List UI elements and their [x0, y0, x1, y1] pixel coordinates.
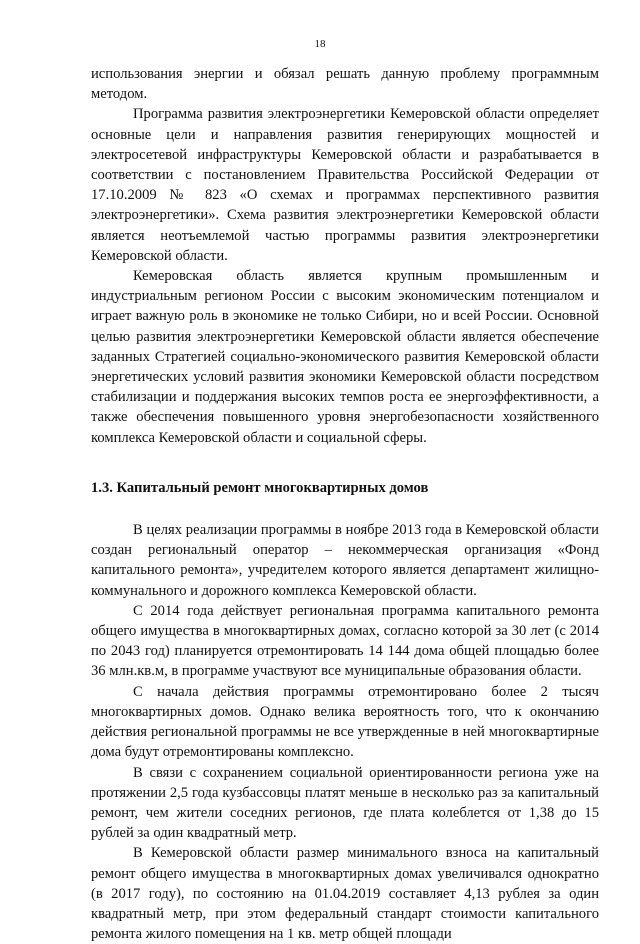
document-body — [91, 64, 599, 944]
page-number: 18 — [314, 38, 326, 50]
paragraph-repaired-houses: С начала действия программы отремонтировано более 2 тысяч многоквартирных домов. Однако велика вероятность того, что к окончанию действия региональной программы не все утвержденные в ней многоквартирные дома будут отремонтированы комплексно. — [91, 683, 599, 761]
paragraph-continuation: использования энергии и обязал решать данную проблему программным методом. — [91, 66, 599, 103]
paragraph-program-description: Программа развития электроэнергетики Кемеровской области определяет основные цели и направления развития генерирующих мощностей и электросетевой инфраструктуры Кемеровской области и разрабатывается в соответствии с постановлением Правительства Российской Федерации от 17.10.2009 № 823 «О схемах и программах перспективного развития электроэнергетики». Схема развития электроэнергетики Кемеровской области является неотъемлемой частью программы развития электроэнергетики Кемеровской области. — [91, 106, 599, 264]
section-heading: 1.3. Капитальный ремонт многоквартирных домов — [91, 479, 429, 496]
paragraph-regional-operator: В целях реализации программы в ноябре 2013 года в Кемеровской области создан региональный оператор – некоммерческая организация «Фонд капитального ремонта», учредителем которого является департамент жилищно-коммунального и дорожного комплекса Кемеровской области. — [91, 522, 599, 599]
paragraph-regional-program: С 2014 года действует региональная программа капитального ремонта общего имущества в многоквартирных домах, согласно которой за 30 лет (с 2014 по 2043 год) планируется отремонтировать 14 144 дома общей площадью более 36 млн.кв.м, в программе участвуют все муниципальные образования области. — [91, 602, 599, 680]
paragraph-social-orientation: В связи с сохранением социальной ориентированности региона уже на протяжении 2,5 года кузбассовцы платят меньше в несколько раз за капитальный ремонт, чем жители соседних регионов, где плата колеблется от 1,38 до 15 рублей за один квадратный метр. — [91, 764, 599, 842]
paragraph-minimum-contribution: В Кемеровской области размер минимального взноса на капитальный ремонт общего имущества в многоквартирных домах увеличивался однократно (в 2017 году), по состоянию на 01.04.2019 составляет 4,13 рублея за один квадратный метр, при этом федеральный стандарт стоимости капитального ремонта жилого помещения на 1 кв. метр общей площади — [91, 845, 599, 943]
paragraph-region-overview: Кемеровская область является крупным промышленным и индустриальным регионом России с высоким экономическим потенциалом и играет важную роль в экономике не только Сибири, но и всей России. Основной целью развития электроэнергетики Кемеровской области является обеспечение заданных Стратегией социально-экономического развития Кемеровской области энергетических условий развития экономики Кемеровской области посредством стабилизации и поддержания высоких темпов роста ее энергоэффективности, а также обеспечения повышенного уровня энергобезопасности хозяйственного комплекса Кемеровской области и социальной сферы. — [91, 268, 599, 446]
